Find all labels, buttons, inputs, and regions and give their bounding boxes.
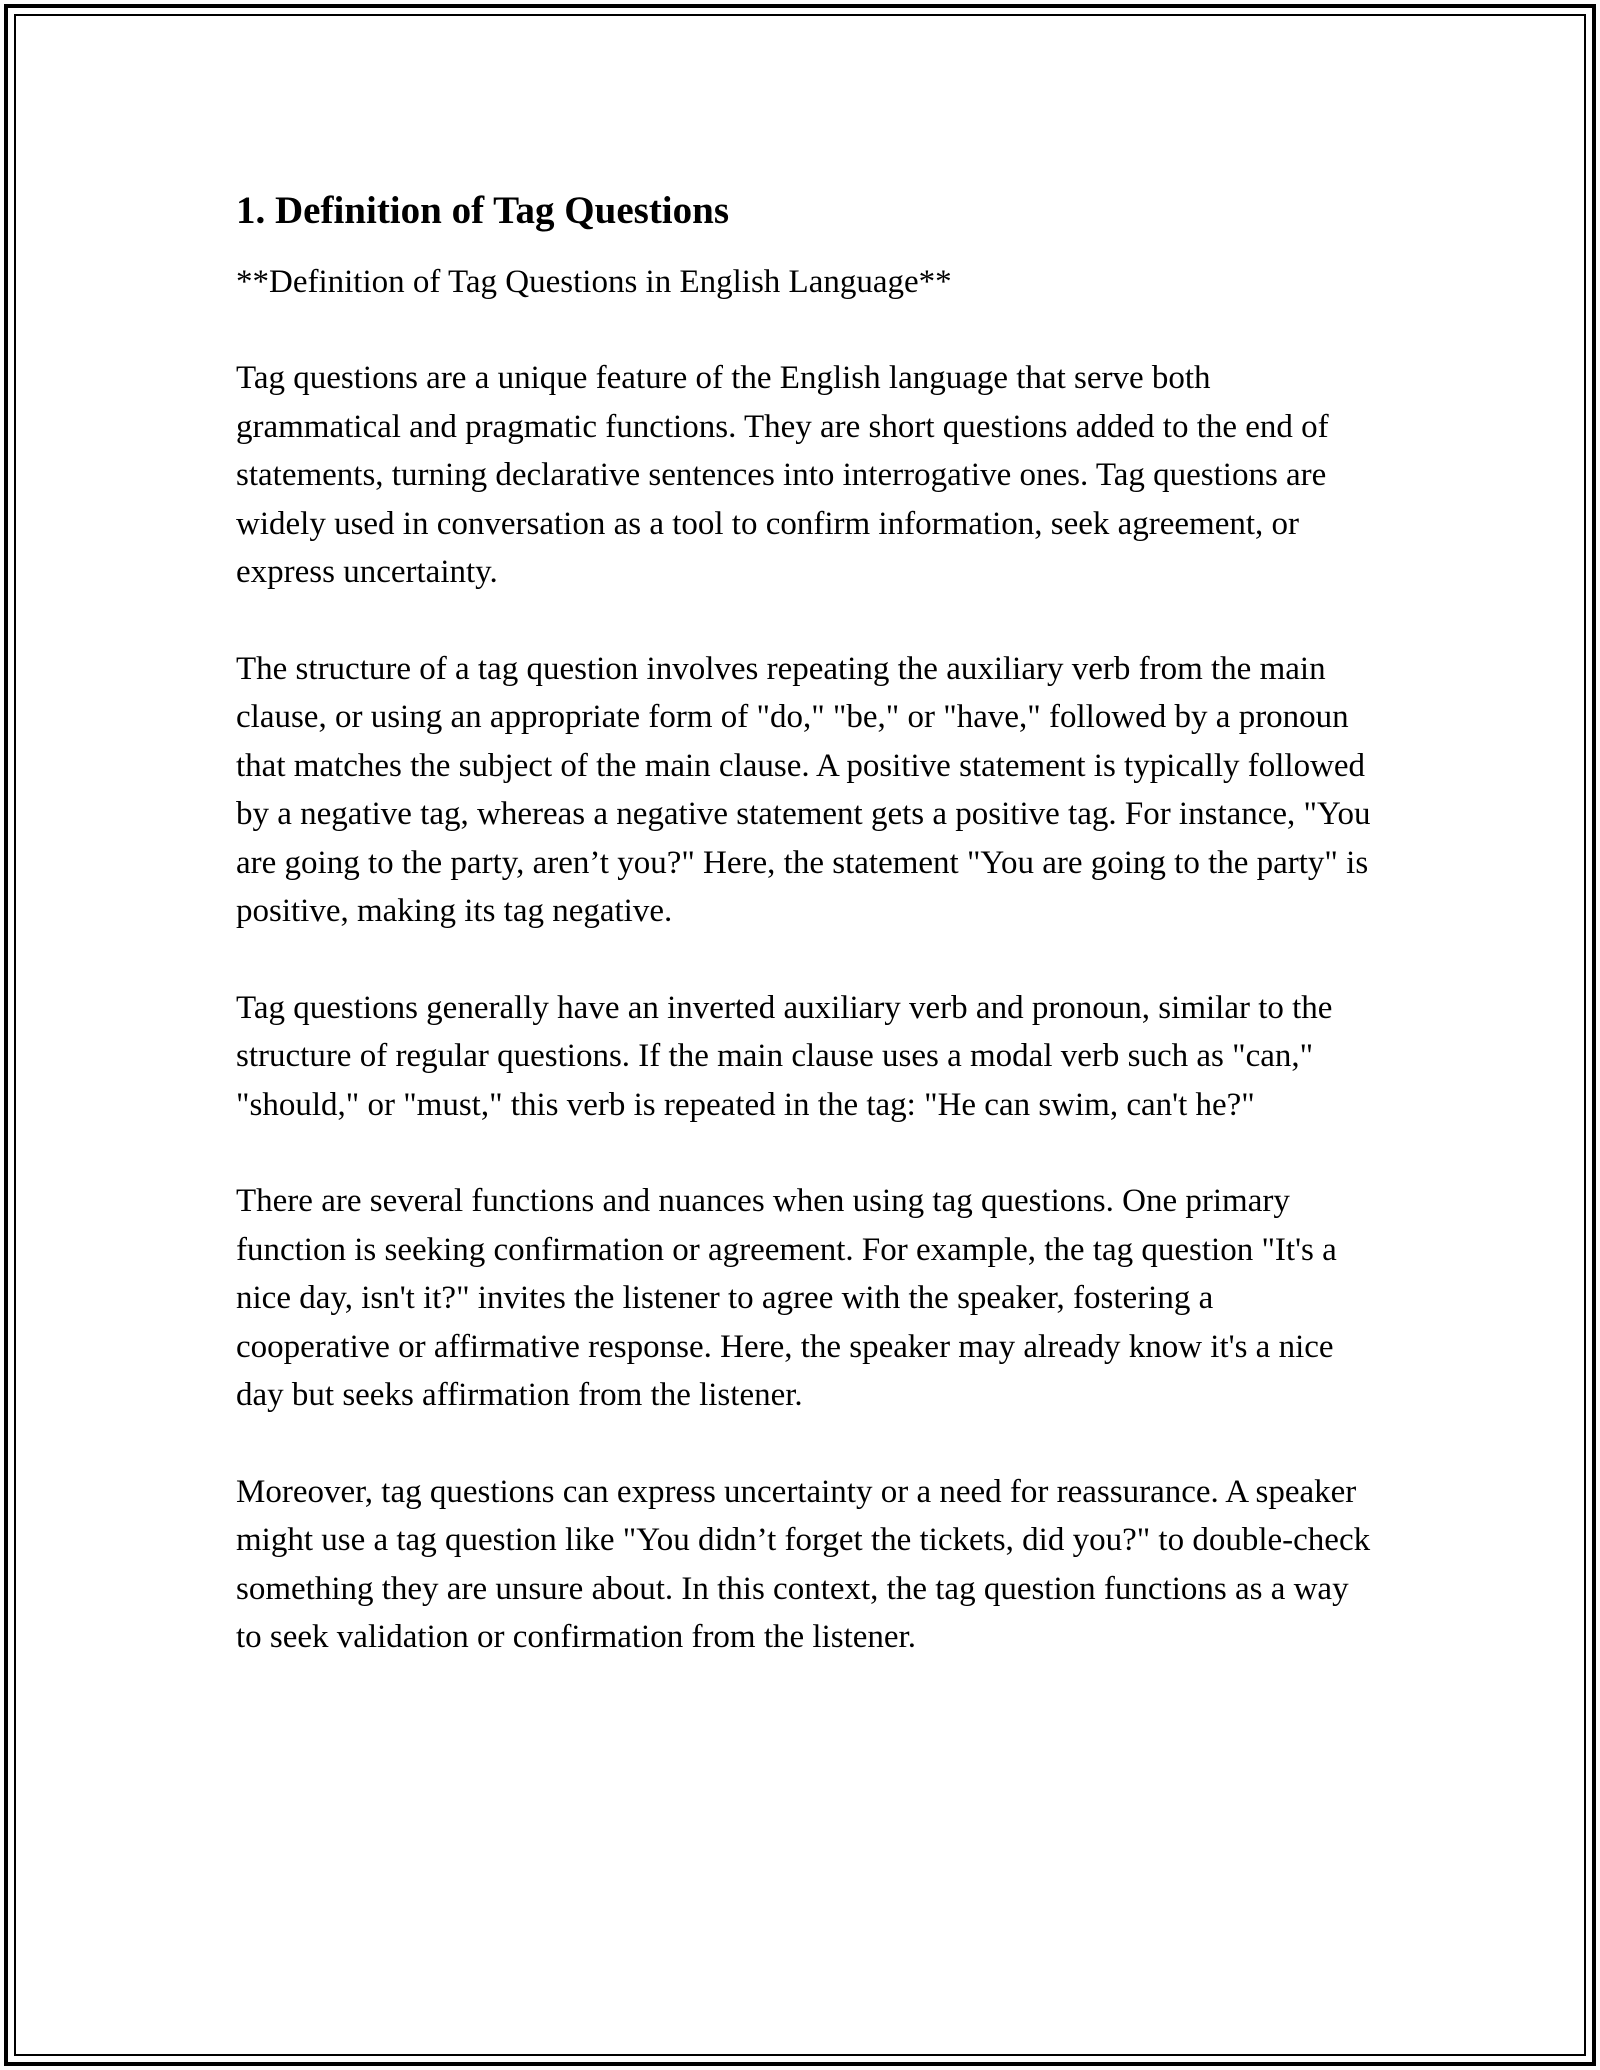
section-heading: 1. Definition of Tag Questions — [236, 189, 730, 232]
paragraph: There are several functions and nuances when using tag questions. One primary function is seeking confirmation or agreement. For example, the tag question "It's a nice day, isn't it?" invites the listener to agree with the speaker, fostering a cooperative or affirmative response. Here, the speaker may already know it's a nice day but seeks affirmation from the listener. — [236, 1183, 1337, 1413]
section-subtitle: **Definition of Tag Questions in English Language** — [236, 264, 952, 300]
paragraph: Tag questions generally have an inverted auxiliary verb and pronoun, similar to the structure of regular questions. If the main clause uses a modal verb such as "can," "should," or "must," this verb is repeated in the tag: "He can swim, can't he?" — [236, 989, 1333, 1123]
paragraph: The structure of a tag question involves repeating the auxiliary verb from the main clause, or using an appropriate form of "do," "be," or "have," followed by a pronoun that matches the subject of the main clause. A positive statement is typically followed by a negative tag, whereas a negative statement gets a positive tag. For instance, "You are going to the party, aren’t you?" Here, the statement "You are going to the party" is positive, making its tag negative. — [236, 650, 1371, 929]
paragraph: Moreover, tag questions can express uncertainty or a need for reassurance. A speaker might use a tag question like "You didn’t forget the tickets, did you?" to double-check something they are unsure about. In this context, the tag question functions as a way to seek validation or confirmation from the listener. — [236, 1473, 1371, 1655]
paragraph: Tag questions are a unique feature of the English language that serve both grammatical and pragmatic functions. They are short questions added to the end of statements, turning declarative sentences into interrogative ones. Tag questions are widely used in conversation as a tool to confirm information, seek agreement, or express uncertainty. — [236, 360, 1329, 590]
document-body — [236, 186, 1372, 1710]
